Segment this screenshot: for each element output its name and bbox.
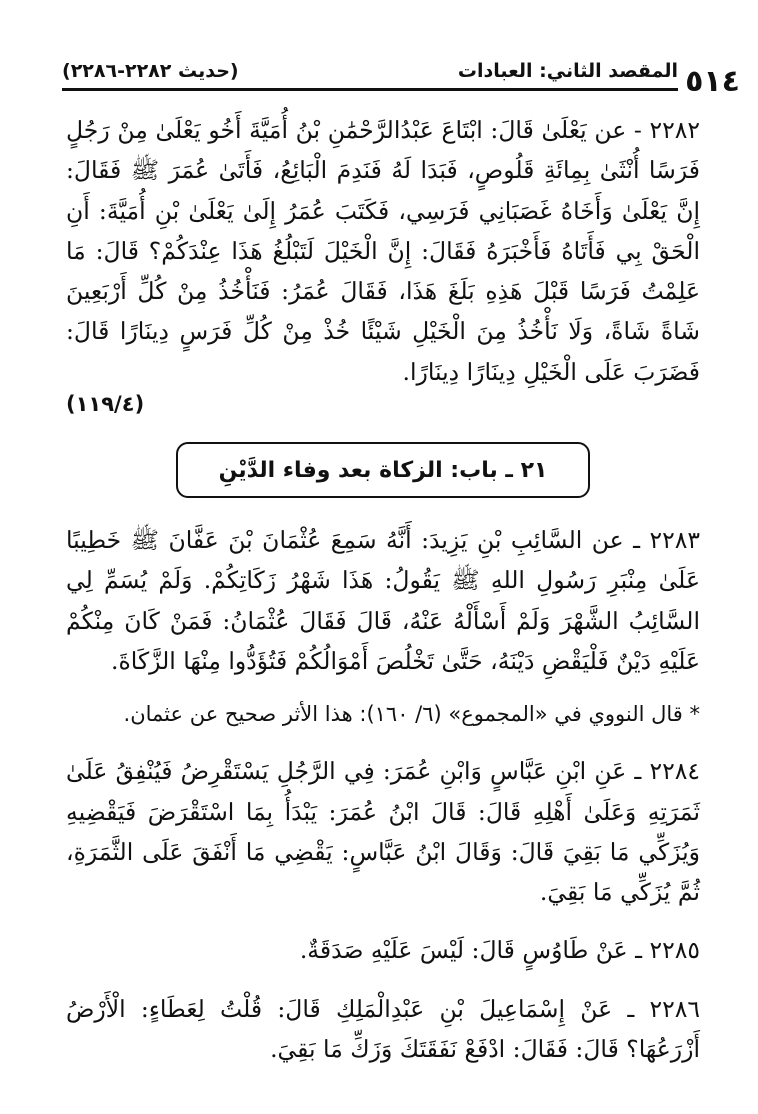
section-title: المقصد الثاني: العبادات <box>457 60 678 82</box>
nawawi-note: * قال النووي في «المجموع» (٦/ ١٦٠): هذا الأثر صحيح عن عثمان. <box>123 702 700 727</box>
page-number: ٥١٤ <box>685 64 740 99</box>
hadith-range: (حديث ٢٢٨٢-٢٢٨٦) <box>62 60 239 82</box>
hadith-2282: ٢٢٨٢ - عن يَعْلَىٰ قَالَ: ابْتَاعَ عَبْدُالرَّحْمَٰنِ بْنُ أُمَيَّةَ أَخُو يَعْلَىٰ مِنْ رَجُلٍ فَرَسًا أُنْثَىٰ بِمِائَةِ قَلُوصٍ، فَبَدَا لَهُ فَنَدِمَ الْبَائِعُ، فَأَتَىٰ عُمَرَ ﷺ فَقَالَ: إِنَّ يَعْلَىٰ وَأَخَاهُ غَصَبَانِي فَرَسِي، فَكَتَبَ عُمَرُ إِلَىٰ يَعْلَىٰ بْنِ أُمَيَّةَ: أَنِ الْحَقْ بِي فَأَتَاهُ فَأَخْبَرَهُ فَقَالَ: إِنَّ الْخَيْلَ لَتَبْلُغُ هَذَا عِنْدَكُمْ؟ قَالَ: مَا عَلِمْتُ فَرَسًا قَبْلَ هَذِهِ بَلَغَ هَذَا، فَقَالَ عُمَرُ: فَنَأْخُذُ مِنْ كُلِّ أَرْبَعِينَ شَاةً شَاةً، وَلَا نَأْخُذُ مِنَ الْخَيْلِ شَيْئًا خُذْ مِنْ كُلِّ فَرَسٍ دِينَارًا قَالَ: فَضَرَبَ عَلَى الْخَيْلِ دِينَارًا دِينَارًا. <box>66 116 700 386</box>
chapter-title: ٢١ ـ باب: الزكاة بعد وفاء الدَّيْنِ <box>218 457 548 483</box>
header-divider <box>62 88 678 91</box>
hadith-2283: ٢٢٨٣ ـ عن السَّائِبِ بْنِ يَزِيدَ: أَنَّهُ سَمِعَ عُثْمَانَ بْنَ عَفَّانَ ﷺ خَطِيبًا عَلَىٰ مِنْبَرِ رَسُولِ اللهِ ﷺ يَقُولُ: هَذَا شَهْرُ زَكَاتِكُمْ. وَلَمْ يُسَمِّ لِي السَّائِبُ الشَّهْرَ وَلَمْ أَسْأَلْهُ عَنْهُ، قَالَ فَقَالَ عُثْمَانُ: فَمَنْ كَانَ مِنْكُمْ عَلَيْهِ دَيْنٌ فَلْيَقْضِ دَيْنَهُ، حَتَّىٰ تَخْلُصَ أَمْوَالُكُمْ فَتُؤَدُّوا مِنْهَا الزَّكَاةَ. <box>66 526 700 675</box>
page-content <box>66 98 700 1069</box>
hadith-2285: ٢٢٨٥ ـ عَنْ طَاوُسٍ قَالَ: لَيْسَ عَلَيْهِ صَدَقَةٌ. <box>299 936 700 965</box>
page-header <box>62 58 740 99</box>
hadith-2286: ٢٢٨٦ ـ عَنْ إِسْمَاعِيلَ بْنِ عَبْدِالْمَلِكِ قَالَ: قُلْتُ لِعَطَاءٍ: الْأَرْضُ أَزْرَعُهَا؟ قَالَ: فَقَالَ: ادْفَعْ نَفَقَتَكَ وَزَكِّ مَا بَقِيَ. <box>66 994 700 1064</box>
hadith-2282-reference: (١١٩/٤) <box>66 392 145 417</box>
chapter-title-box <box>176 442 590 498</box>
hadith-2284: ٢٢٨٤ ـ عَنِ ابْنِ عَبَّاسٍ وَابْنِ عُمَرَ: فِي الرَّجُلِ يَسْتَقْرِضُ فَيُنْفِقُ عَلَىٰ ثَمَرَتِهِ وَعَلَىٰ أَهْلِهِ قَالَ: قَالَ ابْنُ عُمَرَ: يَبْدَأُ بِمَا اسْتَقْرَضَ فَيَقْضِيهِ وَيُزَكِّي مَا بَقِيَ قَالَ: وَقَالَ ابْنُ عَبَّاسٍ: يَقْضِي مَا أَنْفَقَ عَلَى الثَّمَرَةِ، ثُمَّ يُزَكِّي مَا بَقِيَ. <box>66 757 700 907</box>
hadith-2282-ref-line <box>66 392 700 416</box>
